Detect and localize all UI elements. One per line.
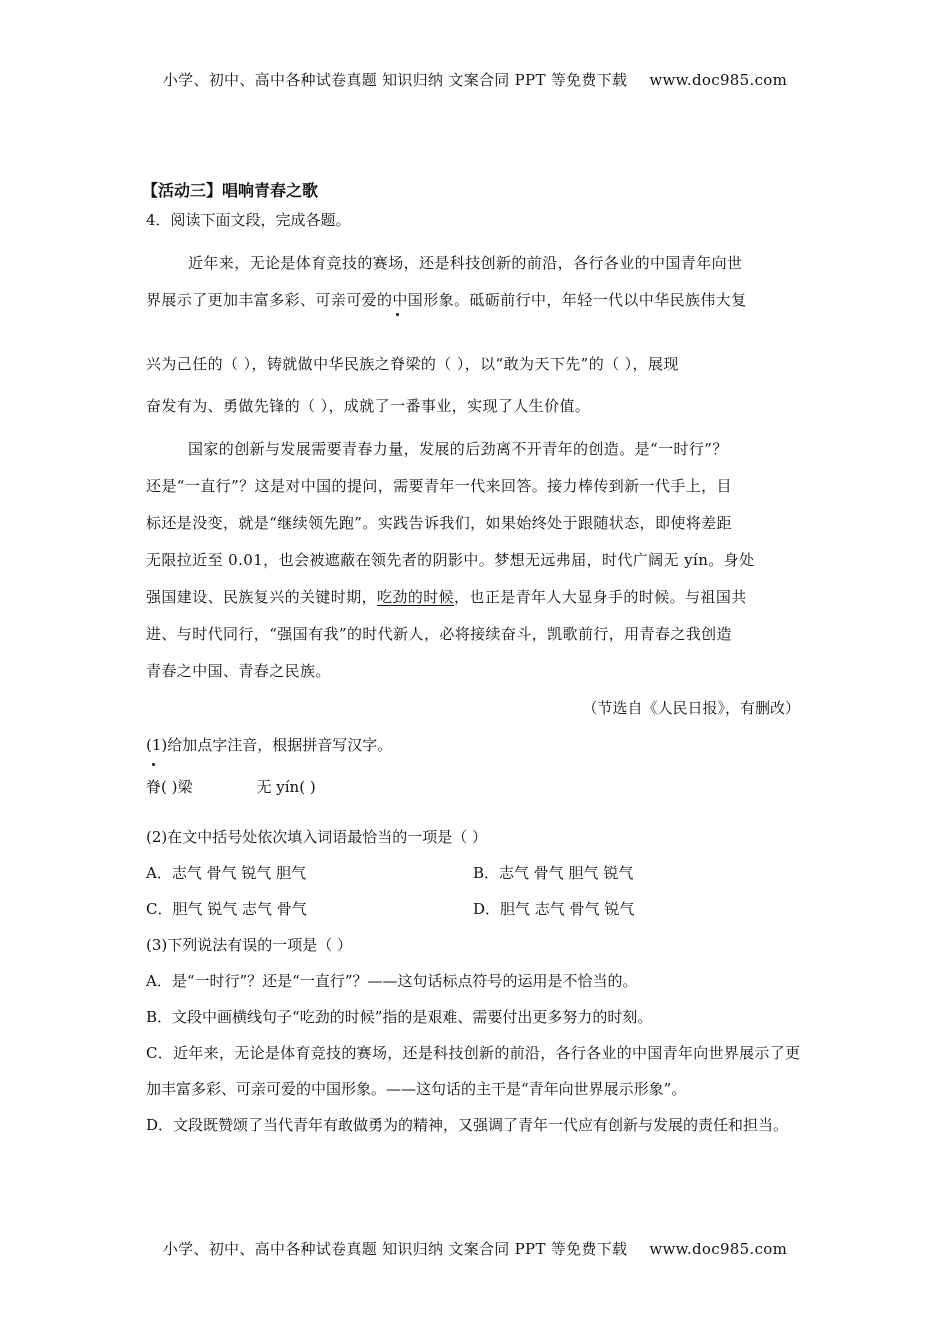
page-header xyxy=(0,69,950,90)
item-2-blank: 无 yín( ) xyxy=(256,778,316,796)
option-3a: A．是“一时行”？还是“一直行”？——这句话标点符号的运用是不恰当的。 xyxy=(146,972,638,990)
passage-paragraph-2 xyxy=(146,431,800,690)
passage2-line-5-b: ，也正是青年人大显身手的时候。与祖国共 xyxy=(454,588,747,606)
passage2-line-5-a: 强国建设、民族复兴的关键时期， xyxy=(146,588,378,606)
item-1-blank: ( )梁 xyxy=(161,778,193,796)
passage1-line-2: 界展示了更加丰富多彩、可亲可爱的中国形象。砥砺前行中，年轻一代以中华民族伟大复 xyxy=(146,291,747,309)
header-text: 小学、初中、高中各种试卷真题 知识归纳 文案合同 PPT 等免费下载 xyxy=(162,71,628,89)
subquestion-2-options-row-1 xyxy=(146,855,800,891)
passage1-line-3-a: 兴为己任的（ ），铸就做中华民族之 xyxy=(146,355,391,373)
passage2-line-7: 青春之中国、青春之民族。 xyxy=(146,662,331,680)
passage1-line-4: 奋发有为、勇做先锋的（ ），成就了一番事业，实现了人生价值。 xyxy=(146,397,591,415)
underlined-phrase: 吃劲的时候 xyxy=(377,588,455,606)
footer-text: 小学、初中、高中各种试卷真题 知识归纳 文案合同 PPT 等免费下载 xyxy=(162,1240,628,1258)
passage2-line-4: 无限拉近至 0.01，也会被遮蔽在领先者的阴影中。梦想无远弗届，时代广阔无 yín。身处 xyxy=(146,551,755,569)
passage2-line-1: 国家的创新与发展需要青春力量，发展的后劲离不开青年的创造。是“一时行”？ xyxy=(188,440,728,458)
dotted-char: 脊 xyxy=(390,319,405,409)
section-title: 【活动三】唱响青春之歌 xyxy=(142,181,319,200)
passage2-line-2: 还是“一直行”？这是对中国的提问，需要青年一代来回答。接力棒传到新一代手上，目 xyxy=(146,477,732,495)
footer-site: www.doc985.com xyxy=(649,1240,788,1258)
subquestion-2-options-row-2 xyxy=(146,891,800,927)
dotted-char-item: 脊 xyxy=(146,769,161,805)
passage1-line-3-b: 梁的（ ），以“敢为天下先”的（ ），展现 xyxy=(405,355,679,373)
subquestion-2-prompt: (2)在文中括号处依次填入词语最恰当的一项是（ ） xyxy=(146,828,488,846)
option-3b: B．文段中画横线句子“吃劲的时候”指的是艰难、需要付出更多努力的时刻。 xyxy=(146,1008,653,1026)
header-site: www.doc985.com xyxy=(649,71,788,89)
option-2b: B．志气 骨气 胆气 锐气 xyxy=(473,864,634,882)
passage1-line-1: 近年来，无论是体育竞技的赛场，还是科技创新的前沿，各行各业的中国青年向世 xyxy=(188,254,743,272)
passage2-line-3: 标还是没变，就是“继续领先跑”。实践告诉我们，如果始终处于跟随状态，即使将差距 xyxy=(146,514,732,532)
subquestion-1-prompt: (1)给加点字注音，根据拼音写汉字。 xyxy=(146,736,393,754)
page-footer xyxy=(0,1238,950,1259)
passage-source: （节选自《人民日报》，有删改） xyxy=(582,699,800,717)
subquestion-1-items xyxy=(146,769,800,805)
passage1-line-3 xyxy=(146,319,800,381)
option-2a: A．志气 骨气 锐气 胆气 xyxy=(146,864,307,882)
option-2d: D．胆气 志气 骨气 锐气 xyxy=(473,900,635,918)
option-3d: D．文段既赞颂了当代青年有敢做勇为的精神，又强调了青年一代应有创新与发展的责任和担当。 xyxy=(146,1116,789,1134)
option-2c: C．胆气 锐气 志气 骨气 xyxy=(146,900,307,918)
passage-paragraph-1 xyxy=(146,245,800,431)
question-content xyxy=(142,178,800,1143)
passage2-line-6: 进、与时代同行，“强国有我”的时代新人，必将接续奋斗，凯歌前行，用青春之我创造 xyxy=(146,625,732,643)
question-intro: 4．阅读下面文段，完成各题。 xyxy=(146,211,351,229)
passage2-line-5 xyxy=(146,579,800,616)
option-3c: C．近年来，无论是体育竞技的赛场，还是科技创新的前沿，各行各业的中国青年向世界展示了更加丰富多彩、可亲可爱的中国形象。——这句话的主干是“青年向世界展示形象”。 xyxy=(146,1044,800,1098)
subquestion-3-prompt: (3)下列说法有误的一项是（ ） xyxy=(146,936,353,954)
